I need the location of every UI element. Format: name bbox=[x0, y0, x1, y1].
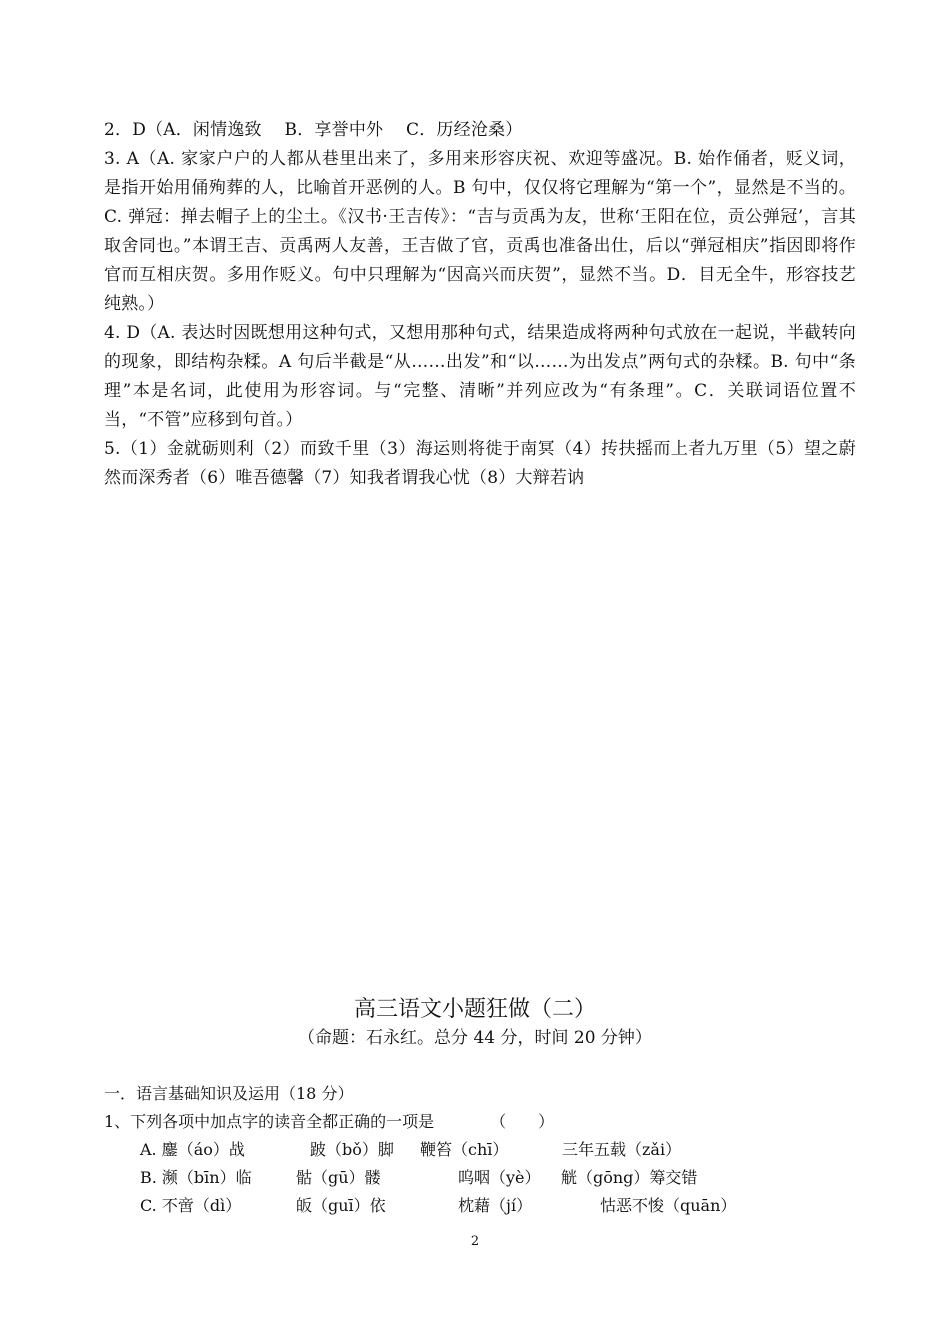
option-c-item-3: 枕藉（jí） bbox=[458, 1196, 533, 1215]
option-b-item-1: B. 濒（bīn）临 bbox=[140, 1168, 252, 1187]
option-c-item-4: 怙恶不悛（quān） bbox=[600, 1196, 737, 1215]
option-a-item-2: 跛（bǒ）脚 bbox=[310, 1140, 394, 1159]
option-a-item-4: 三年五载（zǎi） bbox=[562, 1140, 682, 1159]
option-a-item-3: 鞭笞（chī） bbox=[420, 1140, 509, 1159]
option-b-item-4: 觥（gōng）筹交错 bbox=[561, 1168, 698, 1187]
option-c-item-2: 皈（guī）依 bbox=[296, 1196, 386, 1215]
question-1: 1、下列各项中加点字的读音全都正确的一项是 （ ） bbox=[104, 1112, 555, 1131]
option-a-item-1: A. 鏖（áo）战 bbox=[140, 1140, 245, 1159]
option-b-item-2: 骷（gū）髅 bbox=[296, 1168, 381, 1187]
answer-5: 5.（1）金就砺则利（2）而致千里（3）海运则将徙于南冥（4）抟扶摇而上者九万里（5）望之蔚然而深秀者（6）唯吾德馨（7）知我者谓我心忧（8）大辩若讷 bbox=[104, 439, 856, 488]
option-b-item-3: 呜咽（yè） bbox=[458, 1168, 541, 1187]
answer-4: 4. D（A. 表达时因既想用这种句式，又想用那种句式，结果造成将两种句式放在一起说，半截转向的现象，即结构杂糅。A 句后半截是“从……出发”和“以……为出发点”两句式的杂糅。B. 句中“条理”本是名词，此使用为形容词。与“完整、清晰”并列应改为“有条理”。C．关联词语位置不当，“不管”应移到句首。） bbox=[104, 323, 856, 430]
answer-key bbox=[104, 116, 856, 493]
section-heading: 一．语言基础知识及运用（18 分） bbox=[104, 1084, 354, 1103]
page-subtitle: （命题：石永红。总分 44 分，时间 20 分钟） bbox=[298, 1028, 652, 1048]
page-title: 高三语文小题狂做（二） bbox=[353, 997, 596, 1022]
answer-3: 3. A（A. 家家户户的人都从巷里出来了，多用来形容庆祝、欢迎等盛况。B. 始作俑者，贬义词，是指开始用俑殉葬的人，比喻首开恶例的人。B 句中，仅仅将它理解为“第一个”，显然是不当的。C. 弹冠：掸去帽子上的尘土。《汉书·王吉传》：“吉与贡禹为友，世称‘王阳在位，贡公弹冠’，言其取舍同也。”本谓王吉、贡禹两人友善，王吉做了官，贡禹也准备出仕，后以“弹冠相庆”指因即将作官而互相庆贺。多用作贬义。句中只理解为“因高兴而庆贺”，显然不当。D．目无全牛，形容技艺纯熟。） bbox=[104, 149, 856, 314]
option-c-item-1: C. 不啻（dì） bbox=[140, 1196, 242, 1215]
page-number: 2 bbox=[470, 1234, 480, 1249]
answer-2: 2．D（A．闲情逸致 B．享誉中外 C．历经沧桑） bbox=[104, 120, 523, 140]
